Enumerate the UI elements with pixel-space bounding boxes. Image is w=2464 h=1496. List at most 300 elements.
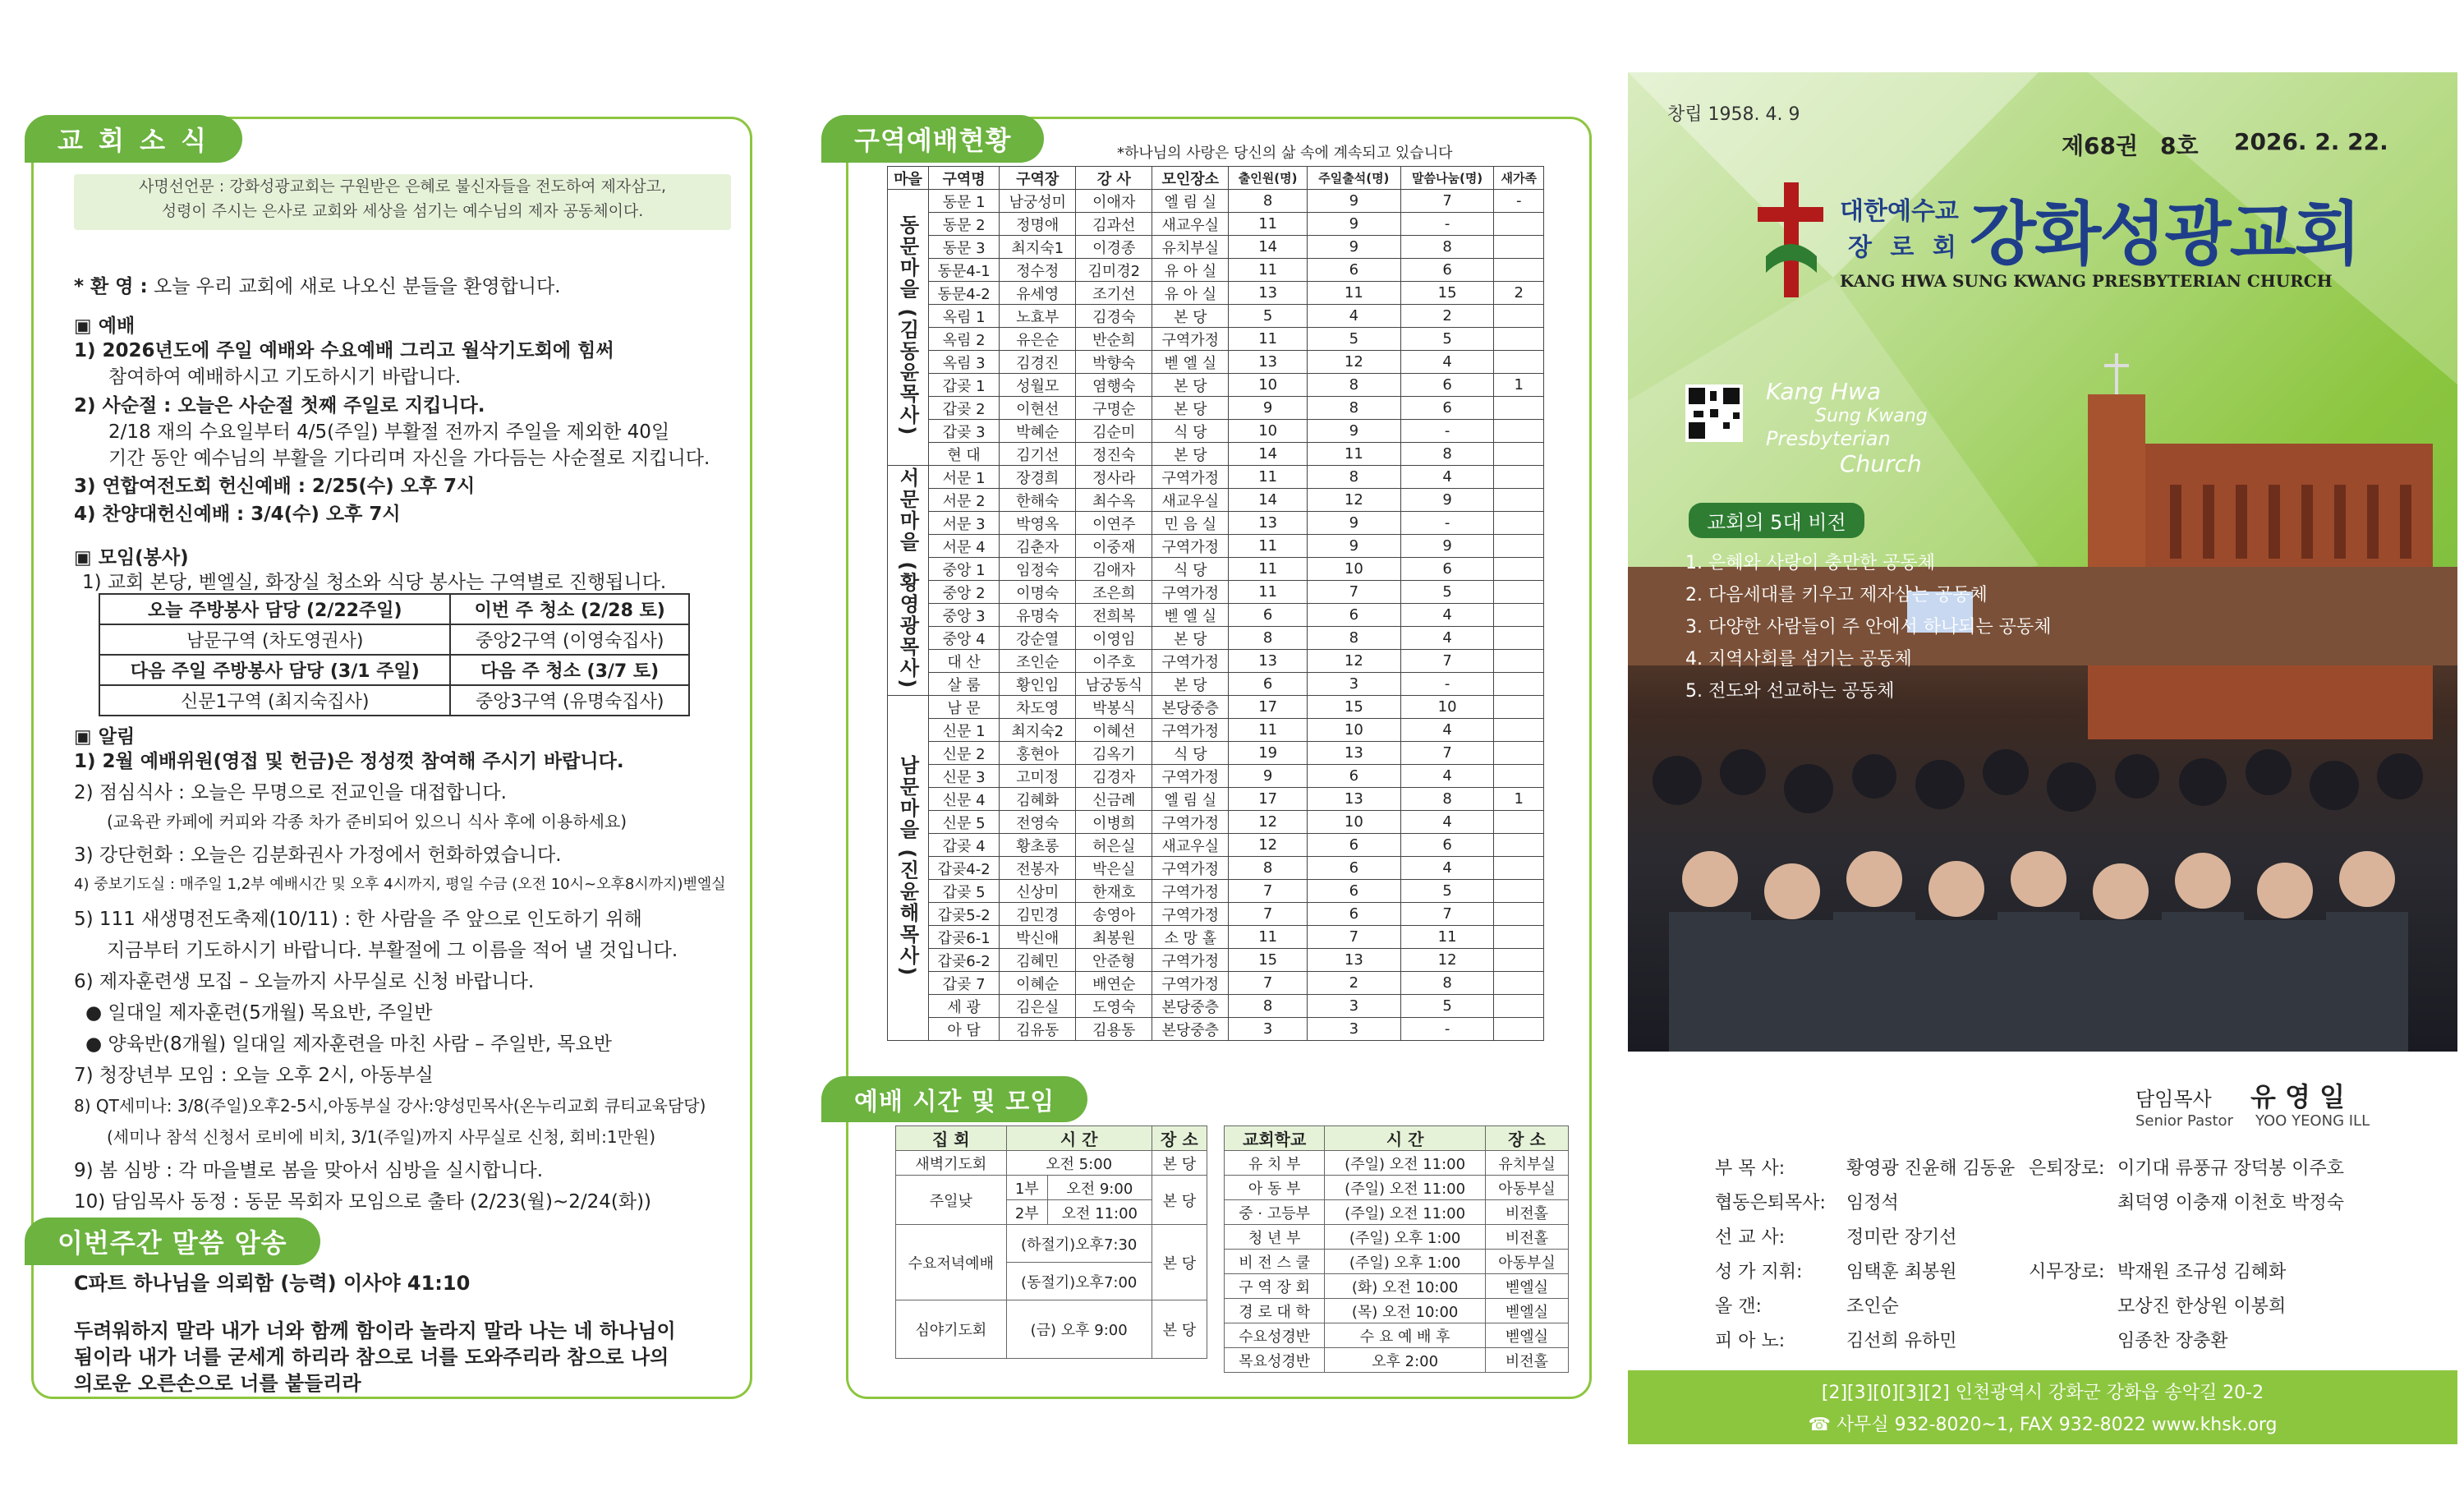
district-cell: 동문 3 — [928, 236, 999, 259]
district-cell: 8 — [1307, 466, 1400, 489]
denomination-line-2: 장 로 회 — [1848, 233, 1961, 262]
schedule-cell: 심야기도회 — [896, 1300, 1007, 1359]
district-cell: 동문4-2 — [928, 282, 999, 305]
district-cell: 남궁동식 — [1076, 673, 1152, 696]
district-row — [888, 834, 1544, 857]
memory-verse-1: 두려워하지 말라 내가 너와 함께 함이라 놀라지 말라 나는 네 하나님이 — [74, 1319, 676, 1342]
district-cell: 13 — [1229, 351, 1308, 374]
senior-pastor-en-name: YOO YEONG ILL — [2255, 1112, 2370, 1130]
district-row — [888, 972, 1544, 995]
district-cell: 구역가정 — [1152, 811, 1229, 834]
district-cell: 8 — [1229, 857, 1308, 880]
district-cell — [1494, 1018, 1544, 1041]
memory-verse-title: 이번주간 말씀 암송 — [25, 1218, 320, 1265]
district-cell: 동문 2 — [928, 213, 999, 236]
district-cell: 중앙 2 — [928, 581, 999, 604]
district-cell: 12 — [1229, 811, 1308, 834]
school-row — [1225, 1200, 1569, 1225]
district-cell — [1494, 604, 1544, 627]
district-cell: 8 — [1400, 788, 1494, 811]
schedule-row — [896, 1300, 1207, 1359]
duty-row — [99, 655, 689, 685]
district-cell — [1494, 443, 1544, 466]
district-cell: 6 — [1400, 397, 1494, 420]
district-row — [888, 420, 1544, 443]
notice-7: 7) 청장년부 모임 : 오늘 오후 2시, 아동부실 — [74, 1065, 434, 1086]
issue-number: 8호 — [2160, 132, 2199, 159]
district-cell: 8 — [1229, 190, 1308, 213]
vision-title: 교회의 5대 비전 — [1689, 503, 1864, 538]
school-cell: 아동부실 — [1485, 1176, 1568, 1200]
district-cell: 신문 4 — [928, 788, 999, 811]
district-cell: 11 — [1229, 213, 1308, 236]
district-cell: 중앙 4 — [928, 627, 999, 650]
welcome-text: 오늘 우리 교회에 새로 나오신 분들을 환영합니다. — [154, 276, 561, 297]
district-cell: 구역가정 — [1152, 650, 1229, 673]
staff-role: 올 갠: — [1715, 1296, 1762, 1317]
district-row — [888, 466, 1544, 489]
district-cell: 갑곶 2 — [928, 397, 999, 420]
district-cell: 6 — [1307, 259, 1400, 282]
district-cell: 신문 2 — [928, 742, 999, 765]
district-cell: 17 — [1229, 696, 1308, 719]
school-row — [1225, 1323, 1569, 1348]
district-cell: 9 — [1307, 420, 1400, 443]
congregation-photo — [1628, 567, 2457, 1052]
school-cell: 아 동 부 — [1225, 1176, 1325, 1200]
region-label: 동문마을 (김동윤목사) — [895, 214, 919, 437]
schedule-cell: 수요저녁예배 — [896, 1225, 1007, 1300]
district-row — [888, 995, 1544, 1018]
district-cell: 갑곶 1 — [928, 374, 999, 397]
district-row — [888, 443, 1544, 466]
district-cell: 조은희 — [1076, 581, 1152, 604]
district-cell: 갑곶 7 — [928, 972, 999, 995]
schedule-cell: 오전 5:00 — [1006, 1151, 1152, 1176]
district-row — [888, 627, 1544, 650]
schedule-row — [896, 1225, 1207, 1263]
district-cell: 전봉자 — [1000, 857, 1076, 880]
mission-statement — [74, 174, 731, 230]
worship-item-1a: 1) 2026년도에 주일 예배와 수요예배 그리고 월삭기도회에 힘써 — [74, 340, 614, 361]
district-row — [888, 305, 1544, 328]
district-cell: 박영옥 — [1000, 512, 1076, 535]
district-cell — [1494, 397, 1544, 420]
district-cell: 유명숙 — [1000, 604, 1076, 627]
notice-5a: 5) 111 새생명전도축제(10/11) : 한 사람을 주 앞으로 인도하기 위해 — [74, 909, 642, 930]
district-cell: 10 — [1307, 719, 1400, 742]
schedule-header-cell: 교회학교 — [1225, 1126, 1325, 1151]
district-cell: - — [1400, 1018, 1494, 1041]
district-cell: 11 — [1229, 259, 1308, 282]
district-cell: 성월모 — [1000, 374, 1076, 397]
district-region-cell — [888, 466, 929, 696]
district-cell: 옥림 1 — [928, 305, 999, 328]
district-cell — [1494, 420, 1544, 443]
district-cell: 13 — [1307, 949, 1400, 972]
district-cell — [1494, 903, 1544, 926]
district-cell: 6 — [1400, 374, 1494, 397]
district-cell: 7 — [1400, 650, 1494, 673]
district-cell: 구역가정 — [1152, 719, 1229, 742]
district-cell: 김유동 — [1000, 1018, 1076, 1041]
district-cell: 유은순 — [1000, 328, 1076, 351]
district-cell: 3 — [1307, 1018, 1400, 1041]
staff-names: 조인순 — [1846, 1296, 1899, 1317]
district-cell — [1494, 995, 1544, 1018]
school-cell: (주일) 오전 11:00 — [1325, 1176, 1486, 1200]
schedule-school-table — [1224, 1125, 1569, 1373]
district-cell: 6 — [1229, 604, 1308, 627]
schedule-cell: 오전 11:00 — [1047, 1200, 1152, 1225]
school-cell: 수 요 예 배 후 — [1325, 1323, 1486, 1348]
district-cell: 김옥기 — [1076, 742, 1152, 765]
worship-item-2b: 2/18 재의 수요일부터 4/5(주일) 부활절 전까지 주일을 제외한 40일 — [108, 421, 670, 443]
district-cell: 8 — [1229, 995, 1308, 1018]
district-cell: 5 — [1307, 328, 1400, 351]
district-header-cell: 주일출석(명) — [1307, 167, 1400, 190]
staff-role: 피 아 노: — [1715, 1331, 1786, 1351]
district-cell: 구역가정 — [1152, 949, 1229, 972]
district-cell: 유 아 실 — [1152, 282, 1229, 305]
district-cell: 벧 엘 실 — [1152, 604, 1229, 627]
district-cell: 13 — [1307, 742, 1400, 765]
district-cell: 본당중층 — [1152, 995, 1229, 1018]
district-cell: 17 — [1229, 788, 1308, 811]
district-row — [888, 1018, 1544, 1041]
service-item-1: 1) 교회 본당, 벧엘실, 화장실 청소와 식당 봉사는 구역별로 진행됩니다. — [82, 572, 667, 593]
district-cell: 서문 1 — [928, 466, 999, 489]
schedule-cell: 새벽기도회 — [896, 1151, 1007, 1176]
district-cell: 신상미 — [1000, 880, 1076, 903]
vision-2: 2. 다음세대를 키우고 제자삼는 공동체 — [1685, 585, 1988, 605]
founded-date: 창립 1958. 4. 9 — [1667, 104, 1800, 125]
staff-names: 임정석 — [1846, 1193, 1899, 1213]
schedule-title: 예배 시간 및 모임 — [821, 1076, 1087, 1122]
script-line-4: Church — [1840, 450, 1922, 477]
district-cell: 구역가정 — [1152, 880, 1229, 903]
district-header-cell: 강 사 — [1076, 167, 1152, 190]
district-header-cell: 구역장 — [1000, 167, 1076, 190]
district-cell — [1494, 949, 1544, 972]
worship-item-4: 4) 찬양대헌신예배 : 3/4(수) 오후 7시 — [74, 504, 401, 525]
school-cell: 유치부실 — [1485, 1151, 1568, 1176]
schedule-cell: (하절기)오후7:30 — [1006, 1225, 1152, 1263]
district-cell — [1494, 213, 1544, 236]
school-cell: (주일) 오전 11:00 — [1325, 1151, 1486, 1176]
district-cell: 9 — [1229, 397, 1308, 420]
district-cell: 9 — [1307, 213, 1400, 236]
memory-reference: C파트 하나님을 의뢰함 (능력) 이사야 41:10 — [74, 1272, 471, 1295]
district-cell: 김과선 — [1076, 213, 1152, 236]
district-cell: 유세영 — [1000, 282, 1076, 305]
district-cell: 7 — [1229, 903, 1308, 926]
vision-3: 3. 다양한 사람들이 주 안에서 하나되는 공동체 — [1685, 617, 2052, 638]
district-cell — [1494, 328, 1544, 351]
district-row — [888, 857, 1544, 880]
district-cell: 이혜순 — [1000, 972, 1076, 995]
district-cell: 12 — [1307, 351, 1400, 374]
district-cell: 박혜순 — [1000, 420, 1076, 443]
district-cell: 구명순 — [1076, 397, 1152, 420]
district-cell: 식 당 — [1152, 420, 1229, 443]
district-cell: 황인임 — [1000, 673, 1076, 696]
district-cell — [1494, 673, 1544, 696]
school-cell: 경 로 대 학 — [1225, 1299, 1325, 1323]
district-cell: 전희복 — [1076, 604, 1152, 627]
district-cell: 김용동 — [1076, 1018, 1152, 1041]
schedule-cell: 본 당 — [1152, 1225, 1207, 1300]
district-cell: 갑곶 4 — [928, 834, 999, 857]
district-cell: - — [1400, 673, 1494, 696]
schedule-cell: 2부 — [1006, 1200, 1047, 1225]
welcome-label: * 환 영 : — [74, 276, 148, 297]
district-cell: 구역가정 — [1152, 972, 1229, 995]
district-cell: - — [1400, 420, 1494, 443]
script-line-3: Presbyterian — [1766, 427, 1891, 450]
district-cell: 엘 림 실 — [1152, 190, 1229, 213]
district-cell: 새교우실 — [1152, 489, 1229, 512]
school-cell: 목요성경반 — [1225, 1348, 1325, 1373]
notice-1: 1) 2월 예배위원(영접 및 헌금)은 정성껏 참여해 주시기 바랍니다. — [74, 751, 624, 772]
district-cell: 구역가정 — [1152, 765, 1229, 788]
district-cell: 본당중층 — [1152, 696, 1229, 719]
district-cell: 4 — [1400, 719, 1494, 742]
district-cell — [1494, 627, 1544, 650]
district-cell: 이병희 — [1076, 811, 1152, 834]
senior-pastor-label: 담임목사 — [2135, 1088, 2212, 1111]
school-cell: (주일) 오후 1:00 — [1325, 1250, 1486, 1274]
schedule-row — [896, 1151, 1207, 1176]
district-row — [888, 558, 1544, 581]
district-cell: 8 — [1400, 972, 1494, 995]
notice-6b: ● 양육반(8개월) 일대일 제자훈련을 마친 사람 – 주일반, 목요반 — [85, 1033, 612, 1055]
district-cell: 10 — [1307, 811, 1400, 834]
district-header-cell: 구역명 — [928, 167, 999, 190]
notice-header: ▣ 알림 — [74, 726, 136, 748]
district-cell: 서문 2 — [928, 489, 999, 512]
district-cell: 조기선 — [1076, 282, 1152, 305]
district-row — [888, 696, 1544, 719]
worship-item-2c: 기간 동안 예수님의 부활을 기다리며 자신을 가다듬는 사순절로 지킵니다. — [108, 448, 710, 469]
footer-bar — [1628, 1370, 2457, 1444]
district-cell: 박신애 — [1000, 926, 1076, 949]
district-cell — [1494, 765, 1544, 788]
elder-names: 모상진 한상원 이봉희 — [2117, 1296, 2287, 1317]
district-cell: 12 — [1229, 834, 1308, 857]
district-cell: - — [1400, 512, 1494, 535]
district-cell: 중앙 1 — [928, 558, 999, 581]
district-cell — [1494, 696, 1544, 719]
district-cell: 신금례 — [1076, 788, 1152, 811]
school-row — [1225, 1274, 1569, 1299]
district-cell: 구역가정 — [1152, 535, 1229, 558]
district-cell: 안준형 — [1076, 949, 1152, 972]
district-cell: 13 — [1229, 282, 1308, 305]
duty-cell: 신문1구역 (최지숙집사) — [99, 685, 450, 716]
district-cell: 고미정 — [1000, 765, 1076, 788]
district-row — [888, 535, 1544, 558]
district-cell: 강순열 — [1000, 627, 1076, 650]
district-cell: 10 — [1229, 374, 1308, 397]
issue-volume: 제68권 — [2062, 132, 2139, 159]
district-cell: 김기선 — [1000, 443, 1076, 466]
district-cell: 7 — [1400, 742, 1494, 765]
district-cell: 중앙 3 — [928, 604, 999, 627]
region-label: 서문마을 (황영광목사) — [895, 467, 919, 690]
district-cell — [1494, 926, 1544, 949]
school-cell: 비 전 스 쿨 — [1225, 1250, 1325, 1274]
district-cell: 19 — [1229, 742, 1308, 765]
district-cell: 최봉원 — [1076, 926, 1152, 949]
staff-names: 황영광 진윤해 김동윤 — [1846, 1158, 2016, 1179]
district-cell: 6 — [1307, 857, 1400, 880]
vision-5: 5. 전도와 선교하는 공동체 — [1685, 681, 1895, 702]
church-english-name: KANG HWA SUNG KWANG PRESBYTERIAN CHURCH — [1840, 271, 2333, 291]
qr-code-icon — [1685, 384, 1743, 442]
district-cell: 13 — [1229, 512, 1308, 535]
district-cell: 새교우실 — [1152, 213, 1229, 236]
district-cell: 11 — [1229, 719, 1308, 742]
school-cell: 구 역 장 회 — [1225, 1274, 1325, 1299]
duty-cell: 오늘 주방봉사 담당 (2/22주일) — [99, 594, 450, 624]
welcome-line — [74, 271, 561, 298]
district-cell: 박봉식 — [1076, 696, 1152, 719]
school-cell: 비전홀 — [1485, 1225, 1568, 1250]
district-cell: 본 당 — [1152, 627, 1229, 650]
district-cell: 김애자 — [1076, 558, 1152, 581]
school-cell: 벧엘실 — [1485, 1274, 1568, 1299]
district-cell — [1494, 489, 1544, 512]
district-cell: 서문 4 — [928, 535, 999, 558]
schedule-header-cell: 장 소 — [1152, 1126, 1207, 1151]
senior-pastor-en-label: Senior Pastor — [2135, 1112, 2233, 1130]
district-header-cell: 마을 — [888, 167, 929, 190]
district-cell: 11 — [1307, 443, 1400, 466]
staff-names: 김선희 유하민 — [1846, 1331, 1957, 1351]
duty-cell: 다음 주일 주방봉사 담당 (3/1 주일) — [99, 655, 450, 685]
school-cell: 비전홀 — [1485, 1200, 1568, 1225]
district-cell: 서문 3 — [928, 512, 999, 535]
district-cell: 6 — [1307, 765, 1400, 788]
district-cell: 1 — [1494, 788, 1544, 811]
district-cell: 전영숙 — [1000, 811, 1076, 834]
district-cell: 김춘자 — [1000, 535, 1076, 558]
district-row — [888, 903, 1544, 926]
district-cell: 4 — [1400, 351, 1494, 374]
district-cell: 김경자 — [1076, 765, 1152, 788]
memory-verse-2: 됨이라 내가 너를 굳세게 하리라 참으로 너를 도와주리라 참으로 나의 — [74, 1346, 669, 1369]
district-cell: 11 — [1229, 926, 1308, 949]
school-row — [1225, 1250, 1569, 1274]
school-cell: (화) 오전 10:00 — [1325, 1274, 1486, 1299]
district-cell — [1494, 719, 1544, 742]
duty-cell: 이번 주 청소 (2/28 토) — [450, 594, 689, 624]
district-cell: 갑곶4-2 — [928, 857, 999, 880]
schedule-cell: 주일낮 — [896, 1176, 1007, 1225]
district-cell: 4 — [1400, 857, 1494, 880]
district-cell: 홍현아 — [1000, 742, 1076, 765]
district-cell: 박향숙 — [1076, 351, 1152, 374]
district-cell — [1494, 972, 1544, 995]
notice-8a: 8) QT세미나: 3/8(주일)오후2-5시,아동부실 강사:양성민목사(온누리교회 큐티교육담당) — [74, 1096, 706, 1116]
district-row — [888, 719, 1544, 742]
district-cell: 옥림 3 — [928, 351, 999, 374]
district-row — [888, 397, 1544, 420]
schedule-header-cell: 집 회 — [896, 1126, 1007, 1151]
district-cell: 본 당 — [1152, 443, 1229, 466]
district-cell — [1494, 558, 1544, 581]
district-cell: 이명숙 — [1000, 581, 1076, 604]
district-cell: 살 룸 — [928, 673, 999, 696]
district-cell: 갑곶6-2 — [928, 949, 999, 972]
district-cell: 소 망 홀 — [1152, 926, 1229, 949]
district-cell: 12 — [1400, 949, 1494, 972]
district-cell: 15 — [1229, 949, 1308, 972]
district-header-cell: 새가족 — [1494, 167, 1544, 190]
district-cell: 13 — [1307, 788, 1400, 811]
school-cell: 아동부실 — [1485, 1250, 1568, 1274]
schedule-cell: (금) 오후 9:00 — [1006, 1300, 1152, 1359]
district-cell: 갑곶6-1 — [928, 926, 999, 949]
worship-item-1b: 참여하여 예배하시고 기도하시기 바랍니다. — [108, 366, 462, 388]
staff-names: 임택훈 최봉원 — [1846, 1262, 1957, 1282]
district-cell: 식 당 — [1152, 558, 1229, 581]
district-table — [887, 166, 1544, 1041]
district-cell: 3 — [1307, 673, 1400, 696]
school-row — [1225, 1176, 1569, 1200]
district-cell: 7 — [1400, 903, 1494, 926]
district-cell: 조인순 — [1000, 650, 1076, 673]
staff-role: 협동은퇴목사: — [1715, 1193, 1826, 1213]
district-region-cell — [888, 696, 929, 1041]
district-cell: 9 — [1307, 190, 1400, 213]
district-cell: 1 — [1494, 374, 1544, 397]
district-cell: 본 당 — [1152, 305, 1229, 328]
district-cell: 남궁성미 — [1000, 190, 1076, 213]
district-cell: 임정숙 — [1000, 558, 1076, 581]
district-row — [888, 604, 1544, 627]
senior-pastor-name: 유 영 일 — [2250, 1081, 2346, 1112]
district-cell: 현 대 — [928, 443, 999, 466]
district-cell: 이애자 — [1076, 190, 1152, 213]
district-cell: 김혜민 — [1000, 949, 1076, 972]
district-cell: 한해숙 — [1000, 489, 1076, 512]
district-cell: 정수정 — [1000, 259, 1076, 282]
district-cell: 유 아 실 — [1152, 259, 1229, 282]
footer-address: [2][3][0][3][2] 인천광역시 강화군 강화읍 송악길 20-2 — [1821, 1383, 2264, 1403]
district-row — [888, 650, 1544, 673]
district-cell: 갑곶 5 — [928, 880, 999, 903]
district-cell: 최지숙1 — [1000, 236, 1076, 259]
district-cell: 14 — [1229, 489, 1308, 512]
district-row — [888, 489, 1544, 512]
schedule-cell: 본 당 — [1152, 1176, 1207, 1225]
elder-role: 시무장로: — [2029, 1262, 2105, 1282]
district-cell: 새교우실 — [1152, 834, 1229, 857]
district-region-cell — [888, 190, 929, 466]
district-cell: 박은실 — [1076, 857, 1152, 880]
district-cell: 남 문 — [928, 696, 999, 719]
notice-9: 9) 봄 심방 : 각 마을별로 봄을 맞아서 심방을 실시합니다. — [74, 1160, 544, 1181]
district-cell: 4 — [1400, 627, 1494, 650]
district-cell: 배연순 — [1076, 972, 1152, 995]
district-cell: 본 당 — [1152, 374, 1229, 397]
school-cell: 비전홀 — [1485, 1348, 1568, 1373]
vision-1: 1. 은혜와 사랑이 충만한 공동체 — [1685, 553, 1935, 573]
district-cell: 동문 1 — [928, 190, 999, 213]
district-cell: 황초롱 — [1000, 834, 1076, 857]
